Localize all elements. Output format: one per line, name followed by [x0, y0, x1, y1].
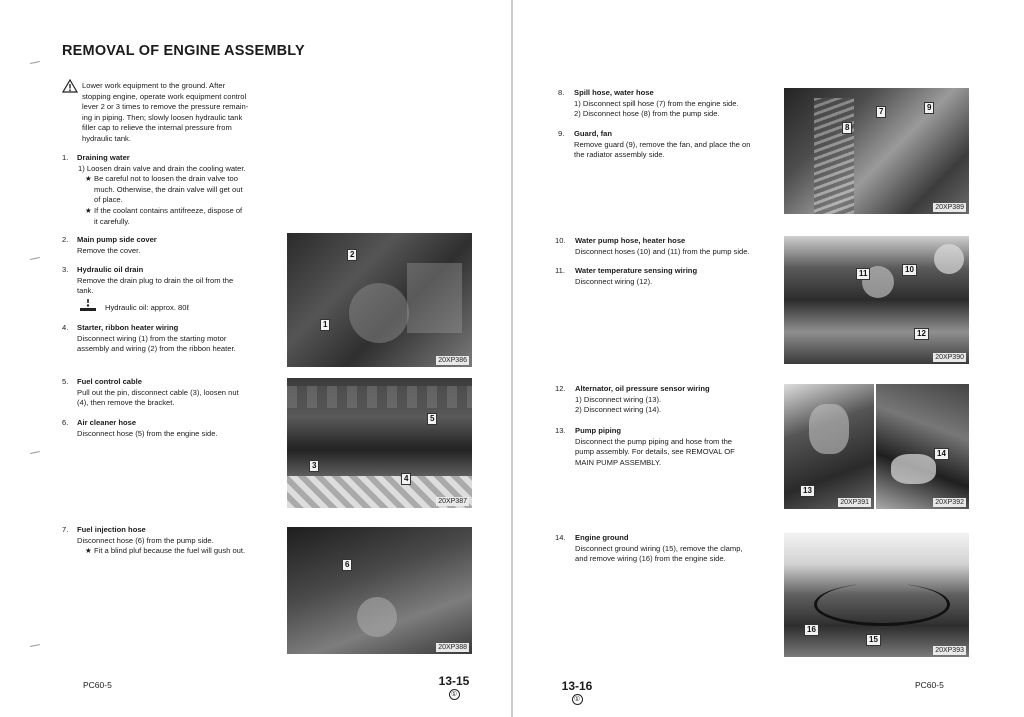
step-number: 2. — [62, 235, 69, 244]
callout-label: 9 — [924, 102, 934, 114]
step-number: 6. — [62, 418, 69, 427]
page-number: 13-15 ① — [438, 674, 470, 698]
warning-text: Lower work equipment to the ground. After stopping engine, operate work equipment control lever 2 or 3 times to remove the pressure remain- ing in piping. Then; slowly loosen hydraulic tank filler cap to relieve the internal pressure from hydraulic tank. — [82, 81, 249, 143]
callout-label: 7 — [876, 106, 886, 118]
step-number: 7. — [62, 525, 69, 534]
callout-label: 16 — [804, 624, 819, 636]
callout-label: 1 — [320, 319, 330, 331]
step-hydraulic-oil-drain: Hydraulic oil drain Remove the drain plug to drain the oil from the tank. — [77, 265, 234, 296]
step-number: 13. — [555, 426, 566, 435]
step-number: 3. — [62, 265, 69, 274]
margin-mark — [30, 644, 40, 647]
footer-model: PC60-5 — [83, 680, 112, 690]
step-number: 4. — [62, 323, 69, 332]
step-starter-heater-wiring: Starter, ribbon heater wiring Disconnect wiring (1) from the starting motor assembly and wiring (2) from the ribbon heater. — [77, 323, 236, 354]
photo-20xp390 — [784, 236, 969, 364]
callout-label: 14 — [934, 448, 949, 460]
step-number: 8. — [558, 88, 565, 97]
step-number: 9. — [558, 129, 565, 138]
photo-20xp387 — [287, 378, 472, 508]
star-icon: ★ — [85, 174, 92, 184]
step-guard-fan: Guard, fan Remove guard (9), remove the fan, and place the on the radiator assembly side. — [574, 129, 751, 160]
callout-label: 3 — [309, 460, 319, 472]
left-page — [0, 0, 511, 717]
step-pump-piping: Pump piping Disconnect the pump piping and hose from the pump assembly. For details, see REMOVAL OF MAIN PUMP ASSEMBLY. — [575, 426, 735, 467]
callout-label: 2 — [347, 249, 357, 261]
step-number: 1. — [62, 153, 69, 162]
margin-mark — [30, 61, 40, 64]
callout-label: 13 — [800, 485, 815, 497]
callout-label: 12 — [914, 328, 929, 340]
step-number: 11. — [555, 266, 565, 275]
margin-mark — [30, 451, 40, 454]
callout-label: 8 — [842, 122, 852, 134]
photo-code: 20XP388 — [438, 644, 467, 651]
callout-label: 5 — [427, 413, 437, 425]
step-water-pump-heater-hose: Water pump hose, heater hose Disconnect hoses (10) and (11) from the pump side. — [575, 236, 750, 256]
step-heading: Draining water — [77, 153, 130, 162]
step-alternator-wiring: Alternator, oil pressure sensor wiring 1) Disconnect wiring (13). 2) Disconnect wiring (14). — [575, 384, 710, 415]
callout-label: 15 — [866, 634, 881, 646]
step-fuel-injection-hose: Fuel injection hose Disconnect hose (6) from the pump side. ★ Fit a blind pluf because the fuel will gush out. — [77, 525, 246, 556]
star-icon: ★ — [85, 546, 92, 556]
revision-mark: ① — [449, 689, 460, 700]
oil-can-icon — [79, 298, 97, 312]
step-number: 12. — [555, 384, 566, 393]
step-main-pump-side-cover: Main pump side cover Remove the cover. — [77, 235, 157, 255]
callout-label: 11 — [856, 268, 870, 280]
step-water-temp-wiring: Water temperature sensing wiring Disconnect wiring (12). — [575, 266, 698, 286]
step-draining-water: Draining water 1) Loosen drain valve and drain the cooling water. ★ Be careful not to loosen the drain valve too much. Otherwise, the drain valve will get out of place. ★ If the coolant contains antifreeze, dispose of it carefully. — [77, 153, 259, 227]
margin-mark — [30, 257, 40, 260]
photo-code: 20XP393 — [935, 647, 964, 654]
star-icon: ★ — [85, 205, 92, 215]
step-fuel-control-cable: Fuel control cable Pull out the pin, disconnect cable (3), loosen nut (4), then remove the bracket. — [77, 377, 239, 408]
callout-label: 10 — [902, 264, 917, 276]
step-engine-ground: Engine ground Disconnect ground wiring (15), remove the clamp, and remove wiring (16) from the engine side. — [575, 533, 743, 564]
step-number: 10. — [555, 236, 566, 245]
step-number: 14. — [555, 533, 566, 542]
photo-code: 20XP390 — [935, 354, 964, 361]
photo-20xp392 — [876, 384, 969, 509]
photo-20xp388 — [287, 527, 472, 654]
page-number: 13-16 ① — [561, 679, 593, 703]
warning-icon — [62, 79, 78, 93]
photo-code: 20XP392 — [935, 499, 964, 506]
photo-20xp391 — [784, 384, 874, 509]
step-air-cleaner-hose: Air cleaner hose Disconnect hose (5) from the engine side. — [77, 418, 218, 438]
footer-model: PC60-5 — [915, 680, 944, 690]
photo-code: 20XP387 — [438, 498, 467, 505]
photo-code: 20XP391 — [840, 499, 869, 506]
right-page — [513, 0, 1024, 717]
revision-mark: ① — [572, 694, 583, 705]
callout-label: 4 — [401, 473, 411, 485]
step-spill-water-hose: Spill hose, water hose 1) Disconnect spill hose (7) from the engine side. 2) Disconnect hose (8) from the pump side. — [574, 88, 739, 119]
callout-label: 6 — [342, 559, 352, 571]
photo-20xp386 — [287, 233, 472, 367]
photo-20xp393 — [784, 533, 969, 657]
oil-capacity: Hydraulic oil: approx. 80ℓ — [105, 303, 189, 312]
step-number: 5. — [62, 377, 69, 386]
photo-code: 20XP389 — [935, 204, 964, 211]
photo-20xp389 — [784, 88, 969, 214]
page-title: REMOVAL OF ENGINE ASSEMBLY — [62, 43, 305, 59]
photo-code: 20XP386 — [438, 357, 467, 364]
